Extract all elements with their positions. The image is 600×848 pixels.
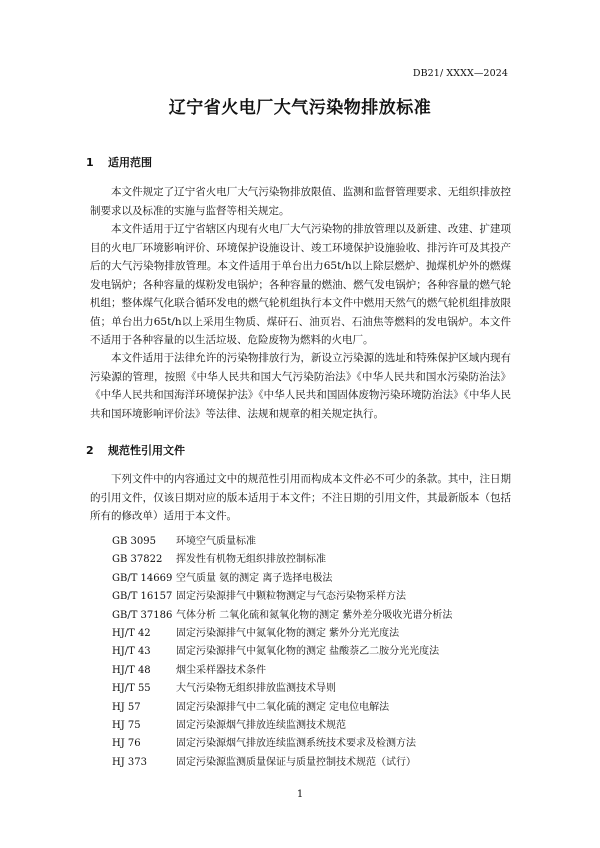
reference-item — [112, 662, 512, 680]
reference-code: HJ 373 — [112, 756, 147, 768]
reference-item — [112, 717, 512, 735]
reference-code: HJ/T 55 — [112, 683, 151, 695]
reference-item — [112, 607, 512, 625]
reference-title: 固定污染源排气中二氧化硫的测定 定电位电解法 — [176, 701, 390, 713]
reference-item — [112, 588, 512, 606]
reference-item — [112, 533, 512, 551]
reference-item — [112, 754, 512, 772]
reference-item — [112, 570, 512, 588]
reference-code: GB 37822 — [112, 554, 163, 566]
paragraph: 本文件规定了辽宁省火电厂大气污染物排放限值、监测和监督管理要求、无组织排放控制要求以及标准的实施与监督等相关规定。 — [90, 186, 511, 217]
page-number: 1 — [296, 789, 304, 800]
reference-code: GB/T 14669 — [112, 572, 173, 584]
paragraph: 本文件适用于辽宁省辖区内现有火电厂大气污染物的排放管理以及新建、改建、扩建项目的火电厂环境影响评价、环境保护设施设计、竣工环境保护设施验收、排污许可及其投产后的大气污染物排放管理。本文件适用于单台出力65t/h以上除层燃炉、抛煤机炉外的燃煤发电锅炉；各种容量的煤粉发电锅炉；各种容量的燃油、燃气发电锅炉；各种容量的燃气轮机组；整体煤气化联合循环发电的燃气轮机组执行本文件中燃用天然气的燃气轮机组排放限值；单台出力65t/h以上采用生物质、煤矸石、油页岩、石油焦等燃料的发电锅炉。本文件不适用于各种容量的以生活垃圾、危险废物为燃料的火电厂。 — [90, 223, 511, 346]
reference-title: 环境空气质量标准 — [176, 536, 256, 547]
reference-item — [112, 625, 512, 643]
reference-item — [112, 680, 512, 698]
reference-code: GB/T 37186 — [112, 609, 173, 621]
section-title: 规范性引用文件 — [108, 444, 185, 457]
reference-item — [112, 735, 512, 753]
reference-title: 固定污染源排气中氮氧化物的测定 紫外分光光度法 — [176, 627, 400, 639]
reference-item — [112, 551, 512, 569]
reference-title: 气体分析 二氧化硫和氮氧化物的测定 紫外差分吸收光谱分析法 — [176, 609, 453, 621]
reference-title: 空气质量 氨的测定 离子选择电极法 — [176, 572, 333, 584]
document-title: 辽宁省火电厂大气污染物排放标准 — [168, 98, 432, 118]
reference-code: HJ/T 48 — [112, 664, 151, 676]
reference-item — [112, 699, 512, 717]
section-number: 1 — [86, 156, 94, 169]
reference-item — [112, 643, 512, 661]
reference-code: HJ 57 — [112, 701, 141, 713]
reference-code: HJ 76 — [112, 738, 141, 750]
reference-title: 固定污染源监测质量保证与质量控制技术规范（试行） — [176, 756, 416, 768]
reference-title: 固定污染源排气中氮氧化物的测定 盐酸萘乙二胺分光光度法 — [176, 646, 440, 658]
reference-code: GB/T 16157 — [112, 591, 173, 603]
reference-title: 烟尘采样器技术条件 — [176, 664, 266, 676]
reference-title: 固定污染源烟气排放连续监测系统技术要求及检测方法 — [176, 738, 416, 750]
paragraph: 下列文件中的内容通过文中的规范性引用而构成本文件必不可少的条款。其中，注日期的引用文件，仅该日期对应的版本适用于本文件；不注日期的引用文件，其最新版本（包括所有的修改单）适用于本文件。 — [90, 473, 511, 522]
reference-title: 挥发性有机物无组织排放控制标准 — [176, 554, 326, 566]
section-number: 2 — [86, 444, 94, 457]
section-heading-references — [86, 442, 185, 458]
reference-list — [112, 533, 512, 772]
reference-code: HJ/T 42 — [112, 627, 151, 639]
section-heading-scope — [86, 154, 152, 170]
reference-title: 大气污染物无组织排放监测技术导则 — [176, 683, 336, 695]
document-code: DB21/ XXXX—2024 — [412, 68, 508, 79]
section-title: 适用范围 — [108, 156, 152, 169]
reference-code: GB 3095 — [112, 536, 156, 547]
reference-title: 固定污染源排气中颗粒物测定与气态污染物采样方法 — [176, 591, 406, 603]
reference-code: HJ/T 43 — [112, 646, 151, 658]
reference-code: HJ 75 — [112, 719, 141, 731]
paragraph: 本文件适用于法律允许的污染物排放行为，新设立污染源的选址和特殊保护区域内现有污染源的管理，按照《中华人民共和国大气污染防治法》《中华人民共和国水污染防治法》《中华人民共和国海洋环境保护法》《中华人民共和国固体废物污染环境防治法》《中华人民共和国环境影响评价法》等法律、法规和规章的相关规定执行。 — [90, 352, 511, 420]
reference-title: 固定污染源烟气排放连续监测技术规范 — [176, 719, 346, 731]
